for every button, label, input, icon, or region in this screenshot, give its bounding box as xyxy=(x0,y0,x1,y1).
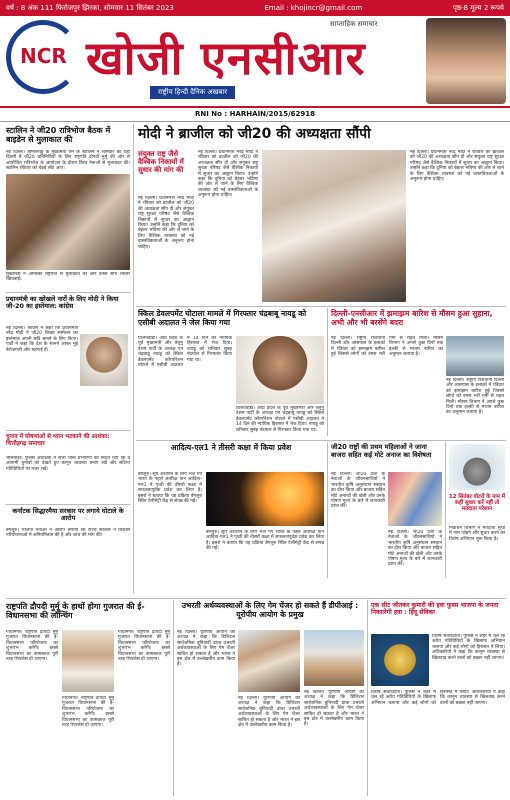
page-price: पृष्ठ-8 मूल्य 2 रूपये xyxy=(452,3,504,12)
aditya-body-lower: बेंगलुरु। सूर्य अध्ययन के लिए भेजे गए भारत के पहले अंतरिक्ष यान आदित्य-एल1 ने पृथ्वी की तीसरी कक्षा में सफलतापूर्वक प्रवेश कर लिया है। इसरो ने बताया कि यह प्रक्रिया बेंगलुरु स्थित टेलीमेट्री केंद्र से संपन्न की गई। xyxy=(206,530,324,552)
lead-body-right: नई दिल्ली। प्रधानमंत्री नरेंद्र मोदी ने रविवार को ब्राजील को जी20 की अध्यक्षता सौंप दी और संयुक्त राष्ट्र सुरक्षा परिषद जैसे वैश्विक निकायों में सुधार का आह्वान किया। उन्होंने कहा कि दुनिया को बेहतर भविष्य की ओर ले जाने के लिए वैश्विक व्यवस्था को नई वास्तविकताओं के अनुरूप होना चाहिए। xyxy=(410,150,504,183)
stalin-headline[interactable]: स्टालिन ने जी20 रात्रिभोज बैठक में बाइडेन से मुलाकात की xyxy=(6,126,111,145)
aditya-body: बेंगलुरु। सूर्य अध्ययन के लिए भेजे गए भारत के पहले अंतरिक्ष यान आदित्य-एल1 ने पृथ्वी की तीसरी कक्षा में सफलतापूर्वक प्रवेश कर लिया है। इसरो ने बताया कि यह प्रक्रिया बेंगलुरु स्थित टेलीमेट्री केंद्र से संपन्न की गई। xyxy=(138,472,202,505)
cylinder-photo xyxy=(449,444,505,490)
millets-body: नई दिल्ली। जी20 देशों के नेताओं के जीवनसाथियों ने भारतीय कृषि अनुसंधान संस्थान का दौरा किया और बाजरा सहित मोटे अनाजों की खेती और उनके पोषण मूल्य के बारे में जानकारी प्राप्त की। xyxy=(331,472,385,510)
chittorgarh-headline[interactable]: चुनाव में घोषणाओं से ध्यान भटकाने की आशंका: चित्तौड़गढ़ समाचार xyxy=(6,434,110,447)
contact-email[interactable]: Email : khojincr@gmail.com xyxy=(264,4,363,12)
newspaper-title: खोजी एनसीआर xyxy=(86,31,366,85)
economy-photo xyxy=(238,630,300,692)
side-box-headline[interactable]: 12 सितंबर वोटरों के नाम में कहीं सुधार करें नहीं तो मतदाता परेशान xyxy=(449,494,505,513)
gujarat-headline[interactable]: राष्ट्रपति द्रौपदी मुर्मू के हाथों होगा गुजरात की ई-विधानसभा की लॉन्चिंग xyxy=(6,602,145,621)
issue-bar xyxy=(0,0,510,16)
gujarat-body: गांधीनगर। राष्ट्रपति द्रौपदी मुर्मू गुजरात विधानसभा की ई-विधानसभा परियोजना का शुभारंभ करेंगी। इससे विधानसभा का कामकाज पूरी तरह पेपरलेस हो जाएगा। xyxy=(6,630,58,663)
logo-text: NCR xyxy=(20,44,67,68)
economy-body-right: नई दिल्ली। यूरोपीय आयोग की अध्यक्ष ने कहा कि डिजिटल सार्वजनिक बुनियादी ढांचा उभरती अर्थव्यवस्थाओं के लिए गेम चेंजर साबित हो सकता है और भारत ने इस क्षेत्र में उल्लेखनीय काम किया है। xyxy=(304,690,364,728)
stalin-biden-photo xyxy=(6,174,130,270)
economy-body-mid: नई दिल्ली। यूरोपीय आयोग की अध्यक्ष ने कहा कि डिजिटल सार्वजनिक बुनियादी ढांचा उभरती अर्थव्यवस्थाओं के लिए गेम चेंजर साबित हो सकता है और भारत ने इस क्षेत्र में उल्लेखनीय काम किया है। xyxy=(238,696,300,729)
congress-headline[interactable]: प्रधानमंत्री का खोखले नारों के लिए मोदी ने किया जी-20 का इस्तेमाल: कांग्रेस xyxy=(6,295,119,311)
bottom-right-headline[interactable]: एक सीट जीतकर कुमारी की हवा फुस्स भाजपा के जनता निकालेगी हवा : हिंदू सेविका xyxy=(371,602,499,617)
building-photo xyxy=(304,630,364,686)
naidu-headline[interactable]: स्किल डेवलपमेंट घोटाला मामले में गिरफ्तार चंद्रबाबू नायडू को एसीबी अदालत ने जेल किया गया xyxy=(138,309,307,327)
rni-number: RNI No : HARHAIN/2015/62918 xyxy=(0,110,510,122)
gujarat-body-mid: गांधीनगर। राष्ट्रपति द्रौपदी मुर्मू गुजरात विधानसभा की ई-विधानसभा परियोजना का शुभारंभ करेंगी। इससे विधानसभा का कामकाज पूरी तरह पेपरलेस हो जाएगा। xyxy=(62,696,114,729)
weather-headline[interactable]: दिल्ली-एनसीआर में झमाझम बारिश से मौसम हुआ सुहाना, अभी और भी बरसेंगे बदरा xyxy=(331,309,493,327)
lead-body-left: नई दिल्ली। प्रधानमंत्री नरेंद्र मोदी ने रविवार को ब्राजील को जी20 की अध्यक्षता सौंप दी और संयुक्त राष्ट्र सुरक्षा परिषद जैसे वैश्विक निकायों में सुधार का आह्वान किया। उन्होंने कहा कि दुनिया को बेहतर भविष्य की ओर ले जाने के लिए वैश्विक व्यवस्था को नई वास्तविकताओं के अनुरूप होना चाहिए। xyxy=(138,196,194,250)
aditya-headline[interactable]: आदित्य-एल1 ने तीसरी कक्षा में किया प्रवेश xyxy=(170,443,292,452)
advert-portrait-image xyxy=(426,18,506,104)
lead-headline[interactable]: मोदी ने ब्राजील को जी20 की अध्यक्षता सौंपी xyxy=(138,126,371,142)
millets-body-lower: नई दिल्ली। जी20 देशों के नेताओं के जीवनसाथियों ने भारतीय कृषि अनुसंधान संस्थान का दौरा किया और बाजरा सहित मोटे अनाजों की खेती और उनके पोषण मूल्य के बारे में जानकारी प्राप्त की। xyxy=(388,530,442,568)
weekly-label: साप्ताहिक समाचार xyxy=(330,20,378,28)
lead-subheadline: संयुक्त राष्ट्र जैसे वैश्विक निकायों में सुधार की मांग की xyxy=(138,150,184,175)
issue-info: वर्ष : 8 अंक 111 फिरोजपुर झिरका, सोमवार 11 सितंबर 2023 xyxy=(6,3,174,12)
naidu-body-right: विजयवाड़ा। आंध्र प्रदेश के पूर्व मुख्यमंत्री और तेलुगु देशम पार्टी के अध्यक्ष एन चंद्रबाबू नायडू को स्किल डेवलपमेंट कॉरपोरेशन घोटाले में एसीबी अदालत ने 14 दिन की न्यायिक हिरासत में भेज दिया। नायडू को शनिवार सुबह नंदयाल से गिरफ्तार किया गया था। xyxy=(236,406,324,433)
naidu-body: विजयवाड़ा। आंध्र प्रदेश के पूर्व मुख्यमंत्री और तेलुगु देशम पार्टी के अध्यक्ष एन चंद्रबाबू नायडू को स्किल डेवलपमेंट कॉरपोरेशन घोटाले में एसीबी अदालत ने 14 दिन की न्यायिक हिरासत में भेज दिया। नायडू को शनिवार सुबह नंदयाल से गिरफ्तार किया गया था। xyxy=(138,336,232,369)
economy-headline[interactable]: उभरती अर्थव्यवस्थाओं के लिए गेम चेंजर हो सकते हैं डीपीआई : यूरोपीय आयोग के प्रमुख xyxy=(181,601,359,619)
aditya-l1-photo xyxy=(206,472,324,526)
karnataka-body: बेंगलुरु। भाजपा नेताओं ने आरोप लगाया कि राज्य सरकार ने विकास परियोजनाओं में अनियमितता की है और जांच की मांग की। xyxy=(6,528,130,539)
stalin-body: नई दिल्ली। तमिलनाडु के मुख्यमंत्री एम के स्टालिन ने शनिवार को यहां दिल्ली में जी20 प्रतिनिधियों के लिए राष्ट्रपति द्रौपदी मुर्मू की ओर से आयोजित रात्रिभोज के आयोजन के दौरान विश्व नेताओं से मुलाकात की। स्टालिन रविवार को चेन्नई लौट आए। xyxy=(6,150,130,172)
millets-headline[interactable]: जी20 राष्ट्रों की प्रथम महिलाओं ने जाना बाजरा सहित कई मोटे अनाज का विशेषता xyxy=(331,443,432,459)
murmu-photo xyxy=(62,630,114,692)
lead-body-mid: नई दिल्ली। प्रधानमंत्री नरेंद्र मोदी ने रविवार को ब्राजील को जी20 की अध्यक्षता सौंप दी और संयुक्त राष्ट्र सुरक्षा परिषद जैसे वैश्विक निकायों में सुधार का आह्वान किया। उन्होंने कहा कि दुनिया को बेहतर भविष्य की ओर ले जाने के लिए वैश्विक व्यवस्था को नई वास्तविकताओं के अनुरूप होना चाहिए। xyxy=(198,150,258,199)
trophy-photo xyxy=(371,634,429,686)
karnataka-headline[interactable]: कर्नाटक सिद्धारमैया सरकार पर लगाये घोटाले के आरोप xyxy=(12,507,124,523)
first-ladies-photo xyxy=(388,472,442,526)
economy-body-left: नई दिल्ली। यूरोपीय आयोग की अध्यक्ष ने कहा कि डिजिटल सार्वजनिक बुनियादी ढांचा उभरती अर्थव्यवस्थाओं के लिए गेम चेंजर साबित हो सकता है और भारत ने इस क्षेत्र में उल्लेखनीय काम किया है। xyxy=(177,630,235,668)
weather-body-right: नई दिल्ली। राष्ट्रीय राजधानी दिल्ली और आसपास के इलाकों में रविवार को झमाझम बारिश हुई जिससे लोगों को उमस भरी गर्मी से राहत मिली। मौसम विभाग ने अगले कुछ दिनों तक हल्की से मध्यम बारिश का अनुमान जताया है। xyxy=(446,378,504,416)
ncr-logo-icon xyxy=(6,20,80,94)
modi-lula-photo xyxy=(262,150,406,302)
stalin-caption: मुख्यमंत्री ने अमेरिकी राष्ट्रपति से मुलाकात की और उनके साथ तस्वीरें खिंचवाईं। xyxy=(6,272,130,283)
weather-body: नई दिल्ली। राष्ट्रीय राजधानी दिल्ली और आसपास के इलाकों में रविवार को झमाझम बारिश हुई जिससे लोगों को उमस भरी गर्मी से राहत मिली। मौसम विभाग ने अगले कुछ दिनों तक हल्की से मध्यम बारिश का अनुमान जताया है। xyxy=(331,336,443,358)
gujarat-body-right: गांधीनगर। राष्ट्रपति द्रौपदी मुर्मू गुजरात विधानसभा की ई-विधानसभा परियोजना का शुभारंभ करेंगी। इससे विधानसभा का कामकाज पूरी तरह पेपरलेस हो जाएगा। xyxy=(118,630,170,663)
masthead xyxy=(0,16,510,108)
congress-leader-photo xyxy=(80,334,128,386)
side-box-body: निर्वाचन विभाग ने मतदाता सूची में नाम जोड़ने और सुधार करने का विशेष अभियान शुरू किया है। xyxy=(449,526,505,542)
rain-photo xyxy=(446,336,504,376)
bottom-right-body: विशेष संवाददाता। पुलिस ने शहर में चल रहे अवैध गतिविधियों के खिलाफ अभियान चलाया और कई लोगों को हिरासत में लिया। अधिकारियों ने कहा कि कानून व्यवस्था से खिलवाड़ करने वालों को बख्शा नहीं जाएगा। xyxy=(371,690,505,706)
bottom-right-body-top: विशेष संवाददाता। पुलिस ने शहर में चल रहे अवैध गतिविधियों के खिलाफ अभियान चलाया और कई लोगों को हिरासत में लिया। अधिकारियों ने कहा कि कानून व्यवस्था से खिलवाड़ करने वालों को बख्शा नहीं जाएगा। xyxy=(432,634,505,661)
chittorgarh-body: भीलवाड़ा। पुलिस अधीक्षक ने सभी थाना प्रभारियों को निर्देश दिए कि वे आगामी चुनावों को देखते हुए कानून व्यवस्था बनाए रखें और संदिग्ध गतिविधियों पर नजर रखें। xyxy=(6,456,130,472)
tagline: राष्ट्रीय हिन्दी दैनिक अखबार xyxy=(150,86,235,99)
congress-body: नई दिल्ली। कांग्रेस ने कहा कि प्रधानमंत्री नरेंद्र मोदी ने जी20 शिखर सम्मेलन का इस्तेमाल अपनी छवि बनाने के लिए किया। पार्टी ने कहा कि देश के सामने असल मुद्दे बेरोजगारी और महंगाई हैं। xyxy=(6,326,78,353)
naidu-photo xyxy=(236,336,324,404)
